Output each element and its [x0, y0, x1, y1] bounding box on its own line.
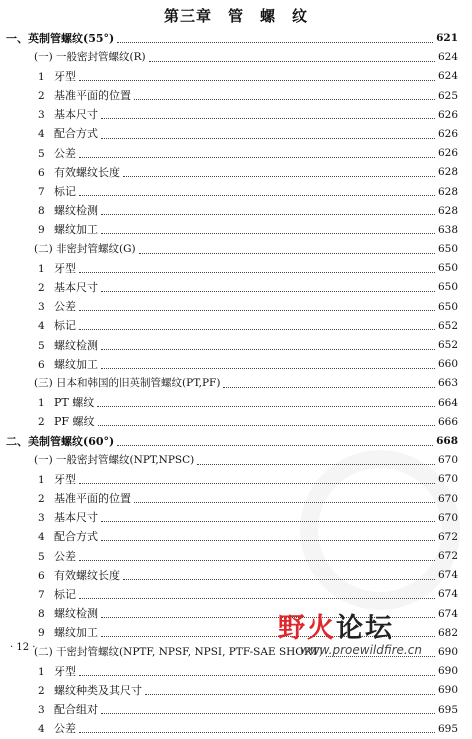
toc-entry-label: [34, 451, 194, 470]
toc-entry-text: 公差: [54, 300, 76, 314]
dot-leader: [101, 712, 435, 714]
toc-entry-page: 670: [437, 511, 458, 524]
toc-entry: [0, 278, 472, 297]
toc-entry-label: [38, 719, 76, 739]
watermark-logo-part1: 野火: [278, 613, 336, 644]
toc-entry-number: 1: [38, 70, 45, 83]
toc-entry-text: PF 螺纹: [54, 415, 95, 429]
toc-entry-label: [38, 508, 98, 528]
toc-entry-number: 4: [38, 128, 45, 141]
toc-entry-text: 基本尺寸: [54, 108, 98, 122]
dot-leader: [101, 539, 435, 541]
dot-leader: [117, 444, 433, 446]
toc-entry-text: 牙型: [54, 472, 76, 486]
dot-leader: [101, 117, 435, 119]
toc-entry-number: 2: [38, 416, 45, 429]
dot-leader: [79, 194, 435, 196]
dot-leader: [123, 175, 435, 177]
dot-leader: [123, 578, 435, 580]
toc-entry-label: [38, 316, 76, 336]
toc-entry-number: 3: [38, 109, 45, 122]
dot-leader: [139, 252, 435, 254]
toc-entry-number: 2: [38, 90, 45, 103]
toc-entry-page: 672: [437, 550, 458, 563]
toc-entry-number: 2: [38, 281, 45, 294]
dot-leader: [117, 41, 433, 43]
toc-entry: [0, 355, 472, 374]
toc-entry: [0, 451, 472, 470]
toc-entry-page: 690: [437, 684, 458, 697]
toc-entry-page: 628: [437, 166, 458, 179]
toc-entry-page: 695: [437, 722, 458, 735]
toc-entry-page: 670: [437, 473, 458, 486]
toc-entry-text: 标记: [54, 319, 76, 333]
toc-entry-number: 5: [38, 147, 45, 160]
toc-entry-number: 1: [38, 665, 45, 678]
toc-entry-text: 配合方式: [54, 530, 98, 544]
dot-leader: [79, 674, 435, 676]
toc-entry: [0, 336, 472, 355]
dot-leader: [101, 290, 435, 292]
dot-leader: [101, 520, 435, 522]
toc-entry-page: 674: [437, 588, 458, 601]
table-of-contents: [0, 29, 472, 739]
toc-entry-label: [38, 297, 76, 317]
dot-leader: [97, 405, 435, 407]
toc-entry-label: [38, 86, 131, 106]
toc-entry-label: [38, 681, 142, 701]
toc-entry-page: 690: [437, 665, 458, 678]
dot-leader: [79, 559, 435, 561]
toc-entry-label: [38, 662, 76, 682]
toc-entry-text: 二、美制管螺纹(60°): [6, 434, 115, 448]
toc-entry-text: 标记: [54, 587, 76, 601]
toc-entry-number: 3: [38, 704, 45, 717]
toc-entry-page: 625: [437, 89, 458, 102]
toc-entry-page: 666: [437, 415, 458, 428]
toc-entry-page: 672: [437, 530, 458, 543]
toc-entry: [0, 183, 472, 202]
toc-entry-page: 650: [437, 300, 458, 313]
toc-entry-page: 650: [437, 243, 458, 256]
toc-entry-number: 4: [38, 723, 45, 736]
toc-entry-text: 公差: [54, 549, 76, 563]
toc-entry-page: 638: [437, 223, 458, 236]
toc-entry: [0, 374, 472, 393]
toc-entry-page: 663: [437, 377, 458, 390]
toc-entry: [0, 240, 472, 259]
dot-leader: [79, 271, 435, 273]
toc-entry-number: 7: [38, 186, 45, 198]
toc-entry-text: 螺纹加工: [54, 223, 98, 237]
toc-entry-number: 5: [38, 339, 45, 352]
toc-entry-label: [38, 144, 76, 164]
toc-entry-label: [38, 336, 98, 356]
toc-entry: [0, 585, 472, 604]
toc-entry-text: 公差: [54, 146, 76, 160]
toc-entry-page: 624: [437, 70, 458, 83]
toc-entry-text: 螺纹种类及其尺寸: [54, 683, 142, 697]
toc-entry-page: 674: [437, 569, 458, 582]
toc-entry-text: 牙型: [54, 664, 76, 678]
dot-leader: [98, 424, 435, 426]
toc-entry-page: 652: [437, 339, 458, 351]
toc-entry-text: PT 螺纹: [54, 396, 95, 410]
chapter-title: 第三章 管 螺 纹: [163, 7, 308, 25]
toc-entry: [0, 298, 472, 317]
toc-entry-text: (三) 日本和韩国的旧英制管螺纹(PT,PF): [34, 377, 221, 390]
toc-entry: [0, 624, 472, 643]
toc-entry: [0, 528, 472, 547]
toc-entry-number: 7: [38, 588, 45, 601]
dot-leader: [145, 693, 435, 695]
toc-entry-label: [38, 201, 98, 221]
dot-leader: [134, 501, 435, 503]
toc-entry-number: 1: [38, 262, 45, 275]
dot-leader: [101, 232, 435, 234]
toc-entry-number: 8: [38, 205, 45, 218]
toc-entry-label: [38, 700, 98, 720]
dot-leader: [79, 156, 435, 158]
watermark-url: www.proewildfire.cn: [300, 643, 422, 657]
dot-leader: [223, 386, 435, 388]
toc-entry: [0, 125, 472, 144]
toc-entry-text: 基准平面的位置: [54, 492, 131, 505]
toc-entry-label: [34, 240, 136, 259]
dot-leader: [149, 60, 435, 62]
toc-entry-label: [38, 163, 120, 183]
dot-leader: [101, 213, 435, 215]
dot-leader: [134, 98, 435, 100]
toc-entry-text: (一) 一般密封管螺纹(R): [34, 51, 146, 64]
watermark-logo: [278, 606, 394, 645]
toc-entry-label: [34, 643, 323, 662]
toc-entry-label: [38, 259, 76, 279]
toc-entry-text: 基本尺寸: [54, 280, 98, 294]
dot-leader: [101, 367, 435, 369]
toc-entry: [0, 106, 472, 125]
toc-entry: [0, 566, 472, 585]
toc-entry-number: 1: [38, 397, 45, 410]
toc-entry-page: 695: [437, 703, 458, 716]
toc-entry-label: [38, 220, 98, 240]
toc-entry: [0, 490, 472, 509]
toc-entry-page: 670: [437, 454, 458, 467]
toc-entry-text: 基准平面的位置: [54, 89, 131, 103]
toc-entry-page: 626: [437, 147, 458, 160]
toc-entry-page: 650: [437, 281, 458, 294]
toc-entry-label: [38, 604, 98, 624]
toc-entry-label: [38, 547, 76, 567]
toc-entry-text: 配合方式: [54, 127, 98, 141]
toc-entry: [0, 144, 472, 163]
dot-leader: [101, 348, 435, 350]
toc-entry-number: 4: [38, 320, 45, 333]
toc-entry-page: 670: [437, 492, 458, 505]
toc-entry-text: 配合组对: [54, 703, 98, 717]
toc-entry: [0, 67, 472, 86]
toc-entry-text: 牙型: [54, 261, 76, 275]
toc-entry-page: 624: [437, 51, 458, 64]
toc-entry-number: 9: [38, 224, 45, 237]
toc-entry-label: [38, 393, 94, 413]
watermark-logo-part2: 论坛: [336, 613, 394, 644]
toc-entry-number: 8: [38, 608, 45, 621]
toc-entry-label: [38, 105, 98, 125]
toc-entry-label: [38, 182, 76, 202]
toc-entry-text: 一、英制管螺纹(55°): [6, 32, 115, 45]
toc-entry-page: 626: [437, 108, 458, 121]
toc-entry-page: 628: [437, 204, 458, 217]
toc-entry-page: 660: [437, 358, 458, 371]
toc-entry-label: [38, 124, 98, 144]
toc-entry-page: 626: [437, 127, 458, 140]
toc-entry-page: 690: [437, 646, 458, 658]
toc-entry-text: 螺纹检测: [54, 607, 98, 621]
toc-entry-number: 5: [38, 550, 45, 563]
toc-entry-number: 2: [38, 684, 45, 697]
toc-entry: [0, 720, 472, 739]
toc-entry-text: 标记: [54, 185, 76, 198]
toc-entry: [0, 701, 472, 720]
toc-entry: [0, 413, 472, 432]
toc-entry: [0, 259, 472, 278]
toc-entry: [0, 163, 472, 182]
dot-leader: [101, 137, 435, 139]
toc-entry-text: 公差: [54, 722, 76, 736]
toc-entry: [0, 48, 472, 67]
toc-entry-page: 668: [436, 434, 458, 447]
toc-entry-text: 螺纹加工: [54, 357, 98, 371]
toc-entry-number: 6: [38, 569, 45, 582]
toc-entry-label: [38, 566, 120, 586]
toc-entry-label: [38, 623, 98, 643]
toc-entry-page: 652: [437, 319, 458, 332]
page-number: · 12 ·: [10, 642, 36, 653]
toc-entry-label: [38, 489, 131, 509]
toc-entry-label: [38, 470, 76, 490]
toc-entry-number: 2: [38, 493, 45, 505]
toc-entry: [0, 394, 472, 413]
toc-entry: [0, 470, 472, 489]
toc-entry-label: [38, 67, 76, 87]
toc-entry-text: (一) 一般密封管螺纹(NPT,NPSC): [34, 454, 195, 467]
dot-leader: [79, 328, 435, 330]
dot-leader: [79, 482, 435, 484]
toc-entry-number: 6: [38, 166, 45, 179]
toc-entry-page: 664: [437, 396, 458, 409]
toc-entry-label: [34, 48, 146, 67]
toc-entry-page: 628: [437, 185, 458, 198]
toc-entry-number: 3: [38, 512, 45, 525]
toc-entry-number: 4: [38, 531, 45, 544]
toc-entry: [0, 605, 472, 624]
dot-leader: [79, 309, 435, 311]
toc-entry: [0, 29, 472, 48]
toc-entry: [0, 317, 472, 336]
toc-entry-text: 牙型: [54, 69, 76, 83]
toc-entry-text: 螺纹检测: [54, 338, 98, 352]
dot-leader: [79, 597, 435, 599]
toc-entry-text: 螺纹加工: [54, 626, 98, 640]
toc-entry: [0, 221, 472, 240]
toc-entry-label: [38, 412, 95, 432]
toc-entry-number: 9: [38, 627, 45, 640]
toc-entry: [0, 547, 472, 566]
toc-entry-text: 基本尺寸: [54, 511, 98, 525]
toc-entry-label: [6, 29, 114, 48]
toc-entry: [0, 509, 472, 528]
toc-entry-page: 682: [437, 626, 458, 639]
toc-entry-number: 1: [38, 473, 45, 486]
toc-entry-label: [6, 432, 114, 451]
dot-leader: [197, 463, 435, 465]
toc-entry-text: (二) 干密封管螺纹(NPTF, NPSF, NPSI, PTF-SAE SHORT): [34, 646, 323, 658]
toc-entry-label: [38, 355, 98, 375]
toc-entry-text: 有效螺纹长度: [54, 568, 120, 582]
dot-leader: [79, 731, 435, 733]
toc-entry-text: (二) 非密封管螺纹(G): [34, 243, 136, 256]
toc-entry-text: 有效螺纹长度: [54, 165, 120, 179]
toc-entry-page: 621: [436, 32, 458, 44]
toc-entry-number: 3: [38, 301, 45, 314]
toc-entry-number: 6: [38, 358, 45, 371]
toc-entry: [0, 662, 472, 681]
toc-entry: [0, 681, 472, 700]
toc-entry-label: [38, 527, 98, 547]
toc-entry: [0, 432, 472, 451]
dot-leader: [79, 79, 435, 81]
toc-entry-label: [38, 585, 76, 605]
toc-entry-label: [38, 278, 98, 298]
toc-entry-page: 650: [437, 262, 458, 275]
toc-entry-text: 螺纹检测: [54, 204, 98, 218]
toc-entry: [0, 202, 472, 221]
toc-entry-label: [34, 374, 220, 393]
toc-entry: [0, 87, 472, 106]
toc-entry-page: 674: [437, 607, 458, 620]
